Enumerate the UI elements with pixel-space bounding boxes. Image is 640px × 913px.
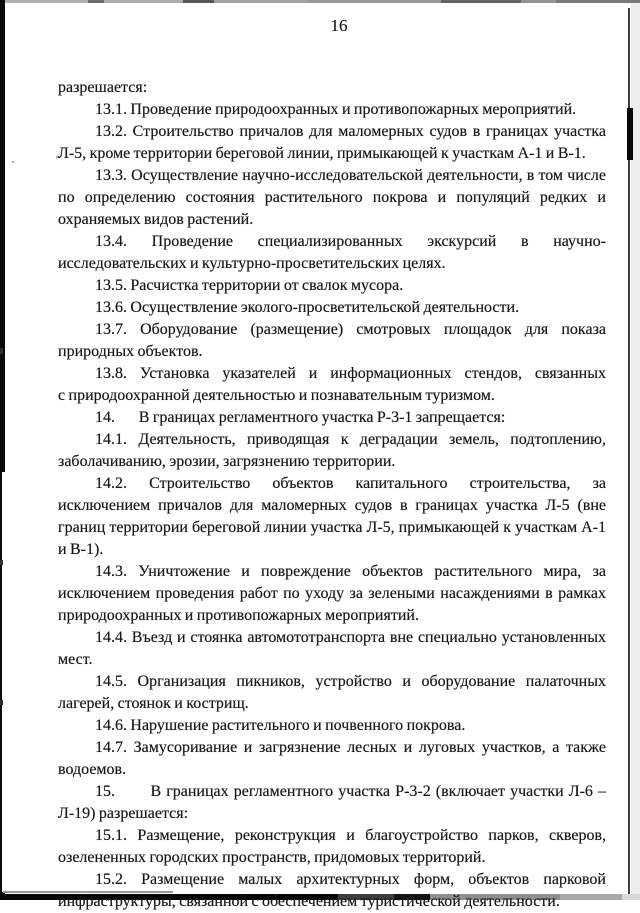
- paragraph-14-3: 14.3. Уничтожение и повреждение объектов растительного мира, за исключением проведения работ по уходу за зелеными насаждениями в рамках природоохранных и противопожарных мероприятий.: [58, 563, 606, 624]
- document-body: [58, 77, 606, 913]
- paragraph-13-1: 13.1. Проведение природоохранных и противопожарных мероприятий.: [95, 101, 577, 118]
- scan-edge-top: [0, 0, 640, 3]
- clause-15-intro: 15. В границах регламентного участка Р-3-2 (включает участки Л-6 – Л-19) разрешается:: [58, 783, 606, 822]
- scan-tick: [0, 700, 3, 705]
- paragraph-13-8: 13.8. Установка указателей и информационных стендов, связанных с природоохранной деятельностью и познавательным туризмом.: [58, 365, 606, 404]
- scan-edge-right-blob: [627, 108, 633, 160]
- paragraph-14-2: 14.2. Строительство объектов капитального строительства, за исключением причалов для маломерных судов в границах участка Л-5 (вне границ территории береговой линии участка Л-5, примыкающей к участкам А-1 и В-1).: [58, 475, 606, 558]
- page-number: 16: [330, 16, 348, 35]
- paragraph-13-4: 13.4. Проведение специализированных экскурсий в научно-исследовательских и культурно-просветительских целях.: [58, 233, 606, 272]
- paragraph-14-6: 14.6. Нарушение растительного и почвенного покрова.: [95, 717, 466, 734]
- scan-speck: [12, 161, 14, 163]
- clause-14-intro: 14. В границах регламентного участка Р-3-1 запрещается:: [95, 409, 506, 426]
- paragraph-continuation: разрешается:: [58, 79, 148, 96]
- paragraph-14-1: 14.1. Деятельность, приводящая к деградации земель, подтоплению, заболачиванию, эрозии, загрязнению территории.: [58, 431, 606, 470]
- paragraph-14-7: 14.7. Замусоривание и загрязнение лесных и луговых участков, а также водоемов.: [58, 739, 606, 778]
- paragraph-13-3: 13.3. Осуществление научно-исследовательской деятельности, в том числе по определению состояния растительного покрова и популяций редких и охраняемых видов растений.: [58, 167, 606, 228]
- paragraph-13-2: 13.2. Строительство причалов для маломерных судов в границах участка Л-5, кроме территории береговой линии, примыкающей к участкам А-1 и В-1.: [58, 123, 606, 162]
- paragraph-13-7: 13.7. Оборудование (размещение) смотровых площадок для показа природных объектов.: [58, 321, 606, 360]
- paragraph-15-1: 15.1. Размещение, реконструкция и благоустройство парков, скверов, озелененных городских пространств, придомовых территорий.: [58, 827, 606, 866]
- scan-edge-left-trim: [2, 472, 5, 892]
- paragraph-13-5: 13.5. Расчистка территории от свалок мусора.: [95, 277, 404, 294]
- paragraph-15-2: 15.2. Размещение малых архитектурных форм, объектов парковой инфраструктуры, связанной с обеспечением туристической деятельности.: [58, 871, 606, 910]
- scan-tick: [0, 348, 3, 354]
- paragraph-14-4: 14.4. Въезд и стоянка автомототранспорта вне специально установленных мест.: [58, 629, 606, 668]
- scan-tick: [0, 560, 3, 565]
- paragraph-13-6: 13.6. Осуществление эколого-просветительской деятельности.: [95, 299, 520, 316]
- paragraph-14-5: 14.5. Организация пикников, устройство и оборудование палаточных лагерей, стоянок и кострищ.: [58, 673, 606, 712]
